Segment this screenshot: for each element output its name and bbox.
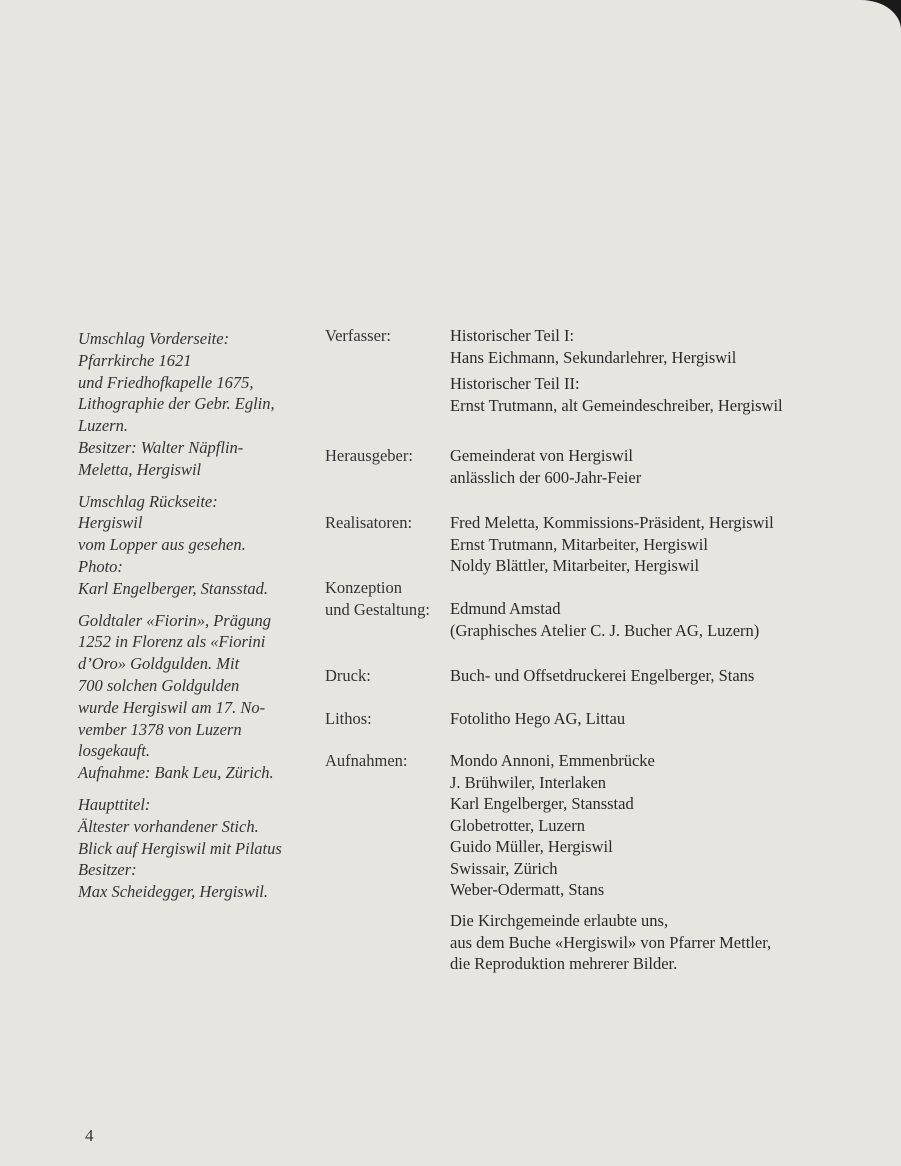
caption-goldtaler (78, 610, 318, 784)
caption-line: 1252 in Florenz als «Fiorini (78, 632, 266, 652)
credit-line: Buch- und Offsetdruckerei Engelberger, Stans (450, 666, 755, 685)
value-herausgeber (450, 445, 641, 488)
caption-line: vom Lopper aus gesehen. (78, 535, 246, 555)
page-number: 4 (85, 1126, 94, 1145)
credit-line: Weber-Odermatt, Stans (450, 880, 605, 899)
reproduction-note (450, 910, 771, 975)
credit-line: Fred Meletta, Kommissions-Präsident, Hergiswil (450, 513, 774, 532)
caption-line: Besitzer: Walter Näpflin- (78, 437, 244, 457)
credit-line: Globetrotter, Luzern (450, 815, 585, 835)
caption-line: 700 solchen Goldgulden (78, 675, 240, 695)
caption-line: Meletta, Hergiswil (78, 459, 202, 479)
label-verfasser: Verfasser: (325, 326, 391, 345)
note-line: Die Kirchgemeinde erlaubte uns, (450, 911, 669, 930)
caption-line: d’Oro» Goldgulden. Mit (78, 654, 240, 674)
credit-line: Fotolitho Hego AG, Littau (450, 709, 626, 728)
credit-line: J. Brühwiler, Interlaken (450, 772, 607, 792)
value-konzeption (450, 598, 759, 641)
credit-line: Ernst Trutmann, alt Gemeindeschreiber, Hergiswil (450, 395, 783, 415)
caption-line: Pfarrkirche 1621 (78, 350, 192, 370)
caption-line: Umschlag Rückseite: (78, 491, 218, 511)
credit-line: Karl Engelberger, Stansstad (450, 794, 634, 813)
credit-line: Hans Eichmann, Sekundarlehrer, Hergiswil (450, 347, 737, 367)
credit-line: Edmund Amstad (450, 599, 561, 618)
value-lithos (450, 708, 625, 730)
caption-line: Aufnahme: Bank Leu, Zürich. (78, 763, 274, 783)
credit-line: Mondo Annoni, Emmenbrücke (450, 751, 655, 770)
credit-line: (Graphisches Atelier C. J. Bucher AG, Luzern) (450, 620, 760, 640)
caption-cover-front (78, 328, 318, 481)
caption-line: Max Scheidegger, Hergiswil. (78, 882, 269, 902)
caption-line: wurde Hergiswil am 17. No- (78, 697, 266, 717)
label-herausgeber: Herausgeber: (325, 446, 413, 465)
credit-line: Swissair, Zürich (450, 858, 558, 878)
caption-line: und Friedhofkapelle 1675, (78, 372, 254, 392)
caption-line: Besitzer: (78, 860, 137, 880)
caption-line: Haupttitel: (78, 794, 151, 814)
label-aufnahmen: Aufnahmen: (325, 751, 408, 770)
caption-haupttitel (78, 794, 318, 903)
label-line: Konzeption (325, 578, 402, 597)
caption-line: Luzern. (78, 416, 128, 436)
value-aufnahmen (450, 750, 655, 901)
credit-line: Ernst Trutmann, Mitarbeiter, Hergiswil (450, 534, 708, 554)
label-druck: Druck: (325, 666, 371, 685)
value-verfasser (450, 325, 783, 416)
caption-line: losgekauft. (78, 741, 150, 761)
image-captions (78, 328, 318, 913)
credit-line: Historischer Teil II: (450, 374, 580, 393)
credit-line: Guido Müller, Hergiswil (450, 837, 613, 856)
label-konzeption (325, 577, 430, 620)
caption-line: Photo: (78, 556, 123, 576)
caption-line: Goldtaler «Fiorin», Prägung (78, 610, 271, 630)
note-line: die Reproduktion mehrerer Bilder. (450, 954, 678, 973)
label-line: und Gestaltung: (325, 599, 430, 619)
caption-line: Lithographie der Gebr. Eglin, (78, 394, 275, 414)
credit-line: Gemeinderat von Hergiswil (450, 446, 633, 465)
credit-line: Historischer Teil I: (450, 326, 575, 345)
value-realisatoren (450, 512, 774, 577)
value-druck (450, 665, 754, 687)
credit-line: Noldy Blättler, Mitarbeiter, Hergiswil (450, 556, 700, 575)
caption-line: Karl Engelberger, Stansstad. (78, 578, 269, 598)
caption-line: Ältester vorhandener Stich. (78, 816, 259, 836)
caption-line: Umschlag Vorderseite: (78, 329, 230, 348)
note-line: aus dem Buche «Hergiswil» von Pfarrer Mettler, (450, 932, 772, 952)
caption-line: vember 1378 von Luzern (78, 719, 242, 739)
caption-line: Blick auf Hergiswil mit Pilatus (78, 838, 282, 858)
credit-line: anlässlich der 600-Jahr-Feier (450, 467, 642, 487)
label-lithos: Lithos: (325, 709, 372, 728)
caption-line: Hergiswil (78, 513, 143, 533)
label-realisatoren: Realisatoren: (325, 513, 413, 532)
caption-cover-back (78, 491, 318, 600)
